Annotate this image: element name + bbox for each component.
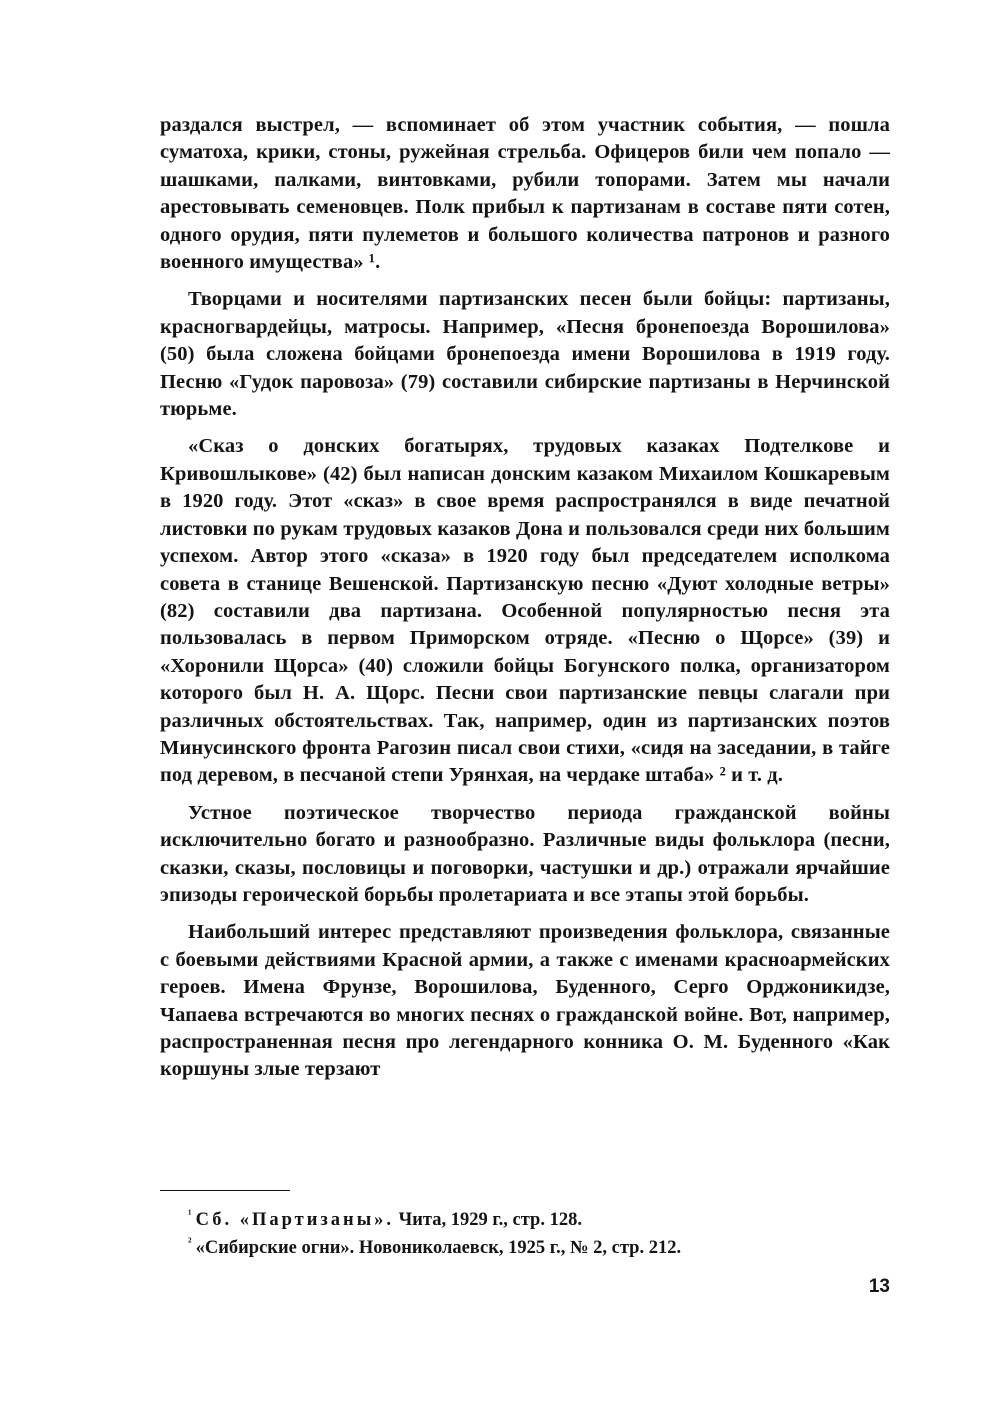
page-body xyxy=(160,112,890,1094)
footnote-1 xyxy=(160,1206,890,1234)
paragraph-5: Наибольший интерес представляют произведения фольклора, связанные с боевыми действиями Красной армии, а также с именами красноармейских героев. Имена Фрунзе, Ворошилова, Буденного, Серго Орджоникидзе, Чапаева встречаются во многих песнях о гражданской войне. Вот, например, распространенная песня про легендарного конника О. М. Буденного «Как коршуны злые терзают xyxy=(160,921,890,1081)
paragraph-1: раздался выстрел, — вспоминает об этом участник события, — пошла суматоха, крики, стоны, ружейная стрельба. Офицеров били чем попало — шашками, палками, винтовками, рубили топорами. Затем мы начали арестовывать семеновцев. Полк прибыл к партизанам в составе пяти сотен, одного орудия, пяти пулеметов и большого количества патронов и разного военного имущества» ¹. xyxy=(160,114,890,274)
footnote-mark: ² xyxy=(188,1234,192,1249)
footnote-source-title: Сб. «Партизаны». xyxy=(195,1210,395,1230)
footnote-details: Чита, 1929 г., стр. 128. xyxy=(394,1210,582,1230)
footnote-2 xyxy=(160,1234,890,1262)
paragraph-4: Устное поэтическое творчество периода гражданской войны исключительно богато и разнообразно. Различные виды фольклора (песни, сказки, сказы, пословицы и поговорки, частушки и др.) отражали ярчайшие эпизоды героической борьбы пролетариата и все этапы этой борьбы. xyxy=(160,801,890,906)
footnote-mark: ¹ xyxy=(188,1206,192,1221)
footnote-source-title: «Сибирские огни». xyxy=(195,1238,355,1258)
paragraph-2: Творцами и носителями партизанских песен были бойцы: партизаны, красногвардейцы, матросы. Например, «Песня бронепоезда Ворошилова» (50) была сложена бойцами бронепоезда имени Ворошилова в 1919 году. Песню «Гудок паровоза» (79) составили сибирские партизаны в Нерчинской тюрьме. xyxy=(160,288,890,421)
page-number: 13 xyxy=(868,1276,890,1297)
footnote-divider xyxy=(160,1190,290,1191)
footnotes xyxy=(160,1206,890,1262)
footnote-details: Новониколаевск, 1925 г., № 2, стр. 212. xyxy=(354,1238,682,1258)
paragraph-3: «Сказ о донских богатырях, трудовых казаках Подтелкове и Кривошлыкове» (42) был написан донским казаком Михаилом Кошкаревым в 1920 году. Этот «сказ» в свое время распространялся в виде печатной листовки по рукам трудовых казаков Дона и пользовался среди них большим успехом. Автор этого «сказа» в 1920 году был председателем исполкома совета в станице Вешенской. Партизанскую песню «Дуют холодные ветры» (82) составили два партизана. Особенной популярностью песня эта пользовалась в первом Приморском отряде. «Песню о Щорсе» (39) и «Хоронили Щорса» (40) сложили бойцы Богунского полка, организатором которого был Н. А. Щорс. Песни свои партизанские певцы слагали при различных обстоятельствах. Так, например, один из партизанских поэтов Минусинского фронта Рагозин писал свои стихи, «сидя на заседании, в тайге под деревом, в песчаной степи Урянхая, на чердаке штаба» ² и т. д. xyxy=(160,435,890,787)
